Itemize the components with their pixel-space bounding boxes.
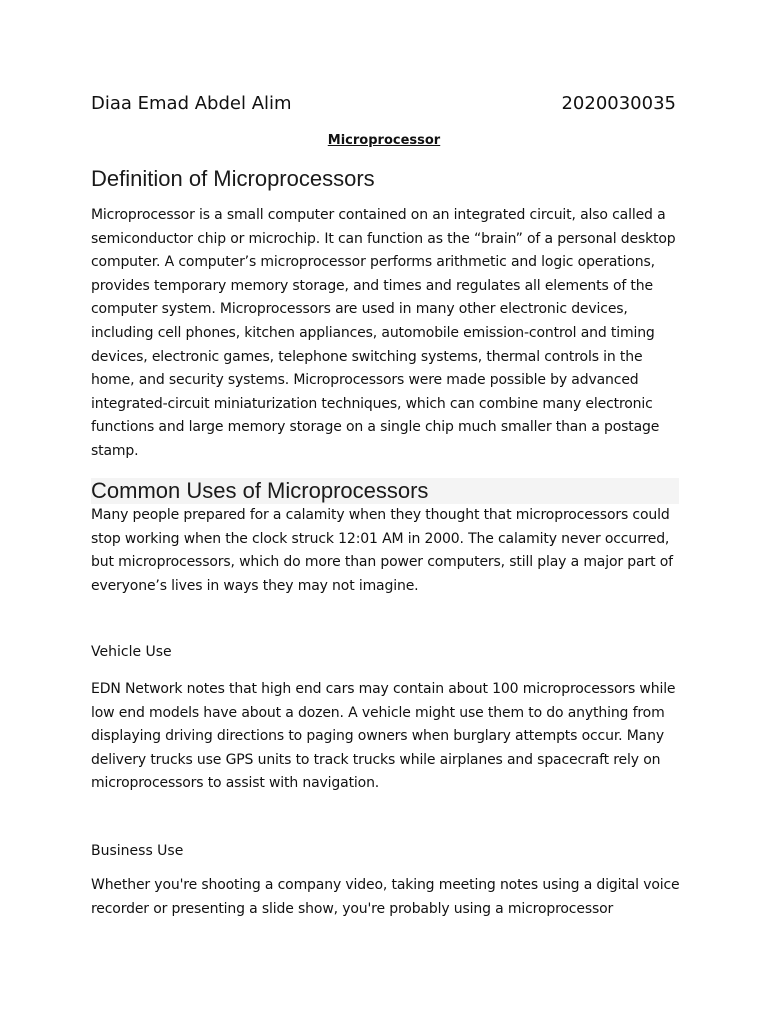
section-heading-common-uses: Common Uses of Microprocessors	[91, 478, 679, 504]
section-heading-definition: Definition of Microprocessors	[91, 166, 375, 191]
business-use-paragraph: Whether you're shooting a company video, taking meeting notes using a digital voice recorder or presenting a slide show, you're probably using a microprocessor	[91, 877, 680, 917]
definition-paragraph: Microprocessor is a small computer contained on an integrated circuit, also called a semiconductor chip or microchip. It can function as the “brain” of a personal desktop computer. A computer’s microprocessor performs arithmetic and logic operations, provides temporary memory storage, and times and regulates all elements of the computer system. Microprocessors are used in many other electronic devices, including cell phones, kitchen appliances, automobile emission-control and timing devices, electronic games, telephone switching systems, thermal controls in the home, and security systems. Microprocessors were made possible by advanced integrated-circuit miniaturization techniques, which can combine many electronic functions and large memory storage on a single chip much smaller than a postage stamp.	[91, 207, 676, 459]
document-title: Microprocessor	[327, 133, 441, 148]
subheading-business-use: Business Use	[91, 843, 184, 859]
student-id: 2020030035	[561, 93, 676, 114]
vehicle-use-paragraph: EDN Network notes that high end cars may contain about 100 microprocessors while low end models have about a dozen. A vehicle might use them to do anything from displaying driving directions to paging owners when burglary attempts occur. Many delivery trucks use GPS units to track trucks while airplanes and spacecraft rely on microprocessors to assist with navigation.	[91, 681, 676, 792]
subheading-vehicle-use: Vehicle Use	[91, 644, 172, 660]
document-header	[91, 93, 676, 119]
common-uses-paragraph: Many people prepared for a calamity when they thought that microprocessors could stop working when the clock struck 12:01 AM in 2000. The calamity never occurred, but microprocessors, which do more than power computers, still play a major part of everyone’s lives in ways they may not imagine.	[91, 507, 673, 594]
author-name: Diaa Emad Abdel Alim	[91, 93, 292, 114]
